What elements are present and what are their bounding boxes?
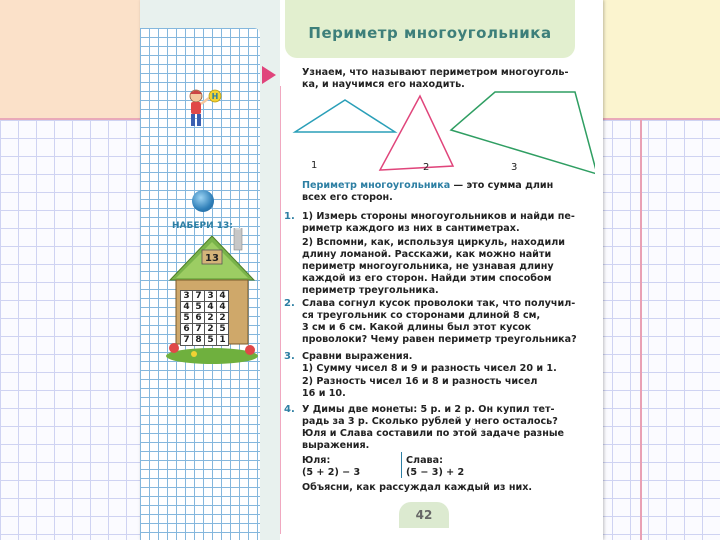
grid-cell: 2 — [205, 324, 217, 335]
grid-cell: 4 — [217, 291, 229, 302]
grid-cell: 7 — [181, 335, 193, 346]
grid-cell: 5 — [193, 302, 205, 313]
task-line: риметр каждого из них в сантиметрах. — [302, 223, 520, 234]
grid-cell: 4 — [217, 302, 229, 313]
grid-cell: 7 — [193, 324, 205, 335]
grid-cell: 7 — [193, 291, 205, 302]
slava-expression: (5 − 3) + 2 — [406, 467, 465, 478]
grid-cell: 2 — [217, 313, 229, 324]
badge-label: Н — [211, 92, 219, 101]
pointer-arrow-icon — [262, 66, 276, 84]
background-yellow-block — [600, 0, 720, 118]
polygons-figure — [285, 86, 595, 176]
definition — [302, 180, 553, 192]
task-line: Слава согнул кусок проволоки так, что получил- — [302, 298, 576, 309]
intro-line: ка, и научимся его находить. — [302, 79, 465, 90]
task-number: 2. — [284, 298, 295, 309]
task-line: 2) Разность чисел 16 и 8 и разность чисел — [302, 376, 538, 387]
task-line: радь за 3 р. Сколько рублей у него осталось? — [302, 416, 558, 427]
yulia-expression: (5 + 2) − 3 — [302, 467, 361, 478]
grid-cell: 5 — [217, 324, 229, 335]
task-line: периметр треугольника. — [302, 285, 439, 296]
background-peach-block — [0, 0, 140, 118]
closing-question: Объясни, как рассуждал каждый из них. — [302, 482, 533, 493]
task-line: проволоки? Чему равен периметр треугольника? — [302, 334, 577, 345]
grid-cell: 3 — [181, 291, 193, 302]
grid-cell: 1 — [217, 335, 229, 346]
grid-cell: 6 — [193, 313, 205, 324]
yulia-name: Юля: — [302, 455, 331, 466]
expression-divider — [401, 452, 402, 478]
grid-cell: 4 — [181, 302, 193, 313]
grid-cell: 2 — [205, 313, 217, 324]
figure-label-3: 3 — [511, 162, 518, 173]
page-title: Периметр многоугольника — [308, 24, 552, 42]
nabery-label: НАБЕРИ 13: — [172, 221, 233, 231]
grid-cell: 6 — [181, 324, 193, 335]
grid-cell: 8 — [193, 335, 205, 346]
polygon-1 — [295, 100, 395, 132]
number-grid — [180, 290, 229, 346]
task-line: Сравни выражения. — [302, 351, 413, 362]
textbook-page — [140, 0, 603, 540]
definition-rest: — это сумма длин — [453, 180, 554, 191]
slava-name: Слава: — [406, 455, 443, 466]
figure-label-1: 1 — [311, 160, 318, 171]
task-number: 3. — [284, 351, 295, 362]
task-line: ся треугольник со сторонами длиной 8 см, — [302, 310, 541, 321]
task-line: выражения. — [302, 440, 370, 451]
intro-line: Узнаем, что называют периметром многоуголь- — [302, 67, 569, 78]
roof-number: 13 — [205, 253, 219, 264]
polygon-2 — [380, 96, 453, 170]
definition-line2: всех его сторон. — [302, 192, 393, 203]
task-line: периметр многоугольника, не узнавая длину — [302, 261, 554, 272]
background-margin-line — [640, 120, 642, 540]
task-number: 1. — [284, 211, 295, 222]
title-band — [285, 0, 575, 58]
task-number: 4. — [284, 404, 295, 415]
grid-cell: 4 — [205, 302, 217, 313]
task-line: каждой из его сторон. Найди этим способом — [302, 273, 552, 284]
task-line: длину ломаной. Расскажи, как можно найти — [302, 249, 552, 260]
task-line: У Димы две монеты: 5 р. и 2 р. Он купил тет- — [302, 404, 555, 415]
task-line: 1) Сумму чисел 8 и 9 и разность чисел 20 и 1. — [302, 363, 557, 374]
task-line: 2) Вспомни, как, используя циркуль, находили — [302, 237, 565, 248]
sidebar-grid — [140, 28, 260, 540]
task-line: 3 см и 6 см. Какой длины был этот кусок — [302, 322, 532, 333]
boy-illustration-icon — [182, 88, 222, 132]
polygon-3 — [451, 92, 595, 174]
task-line: Юля и Слава составили по этой задаче разные — [302, 428, 565, 439]
task-line: 1) Измерь стороны многоугольников и найди пе- — [302, 211, 575, 222]
grid-cell: 5 — [181, 313, 193, 324]
grid-cell: 3 — [205, 291, 217, 302]
grid-cell: 5 — [205, 335, 217, 346]
figure-label-2: 2 — [423, 162, 430, 173]
page-number: 42 — [399, 502, 449, 528]
definition-term: Периметр многоугольника — [302, 180, 451, 191]
globe-icon — [192, 190, 214, 212]
task-line: 16 и 10. — [302, 388, 346, 399]
content-rule — [280, 86, 281, 534]
